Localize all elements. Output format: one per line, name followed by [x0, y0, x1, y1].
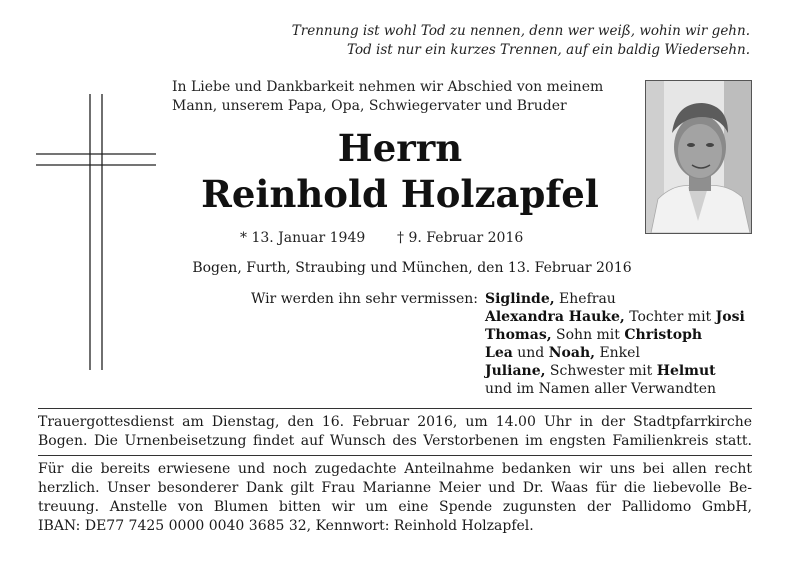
place-and-date: Bogen, Furth, Straubing und München, den 13. Februar 2016 — [192, 260, 632, 276]
service-line-1: Trauergottesdienst am Dienstag, den 16. Februar 2016, um 14.00 Uhr in der Stadtpfarrkirche — [38, 414, 752, 430]
thanks-line-1: Für die bereits erwiesene und noch zugedachte Anteilnahme bedanken wir uns bei allen recht — [38, 461, 752, 477]
cross-icon — [36, 94, 156, 374]
birth-date: * 13. Januar 1949 — [240, 230, 366, 246]
thanks-line-3: treuung. Anstelle von Blumen bitten wir um eine Spende zugunsten der Pallidomo GmbH, — [38, 499, 752, 515]
service-notice — [38, 413, 752, 451]
mourner-row: und im Namen aller Verwandten — [485, 381, 717, 397]
motto-line-1: Trennung ist wohl Tod zu nennen, denn wer weiß, wohin wir gehn. — [291, 23, 750, 39]
divider-bottom — [38, 455, 752, 456]
mourner-row: Alexandra Hauke, Tochter mit Josi — [485, 309, 745, 325]
motto-verse — [260, 22, 750, 60]
divider-top — [38, 408, 752, 409]
service-line-2: Bogen. Die Urnenbeisetzung findet auf Wunsch des Verstorbenen im engsten Familienkreis statt. — [38, 433, 752, 449]
intro-text — [172, 78, 652, 116]
miss-text: Wir werden ihn sehr vermissen: — [250, 291, 478, 307]
intro-line-2: Mann, unserem Papa, Opa, Schwiegervater und Bruder — [172, 98, 567, 114]
mourners-list — [485, 290, 755, 398]
motto-line-2: Tod ist nur ein kurzes Trennen, auf ein baldig Wiedersehn. — [346, 42, 750, 58]
deceased-name: Reinhold Holzapfel — [201, 172, 599, 216]
thanks-notice — [38, 460, 752, 536]
thanks-line-4: IBAN: DE77 7425 0000 0040 3685 32, Kennwort: Reinhold Holzapfel. — [38, 518, 534, 534]
death-date: † 9. Februar 2016 — [397, 230, 524, 246]
mourner-row: Siglinde, Ehefrau — [485, 291, 616, 307]
mourner-row: Thomas, Sohn mit Christoph — [485, 327, 703, 343]
thanks-line-2: herzlich. Unser besonderer Dank gilt Frau Marianne Meier und Dr. Waas für die liebevolle Be- — [38, 480, 752, 496]
mourner-row: Lea und Noah, Enkel — [485, 345, 640, 361]
portrait-photo — [645, 80, 752, 234]
intro-line-1: In Liebe und Dankbarkeit nehmen wir Abschied von meinem — [172, 79, 604, 95]
salutation: Herrn — [337, 126, 463, 170]
mourner-row: Juliane, Schwester mit Helmut — [485, 363, 716, 379]
